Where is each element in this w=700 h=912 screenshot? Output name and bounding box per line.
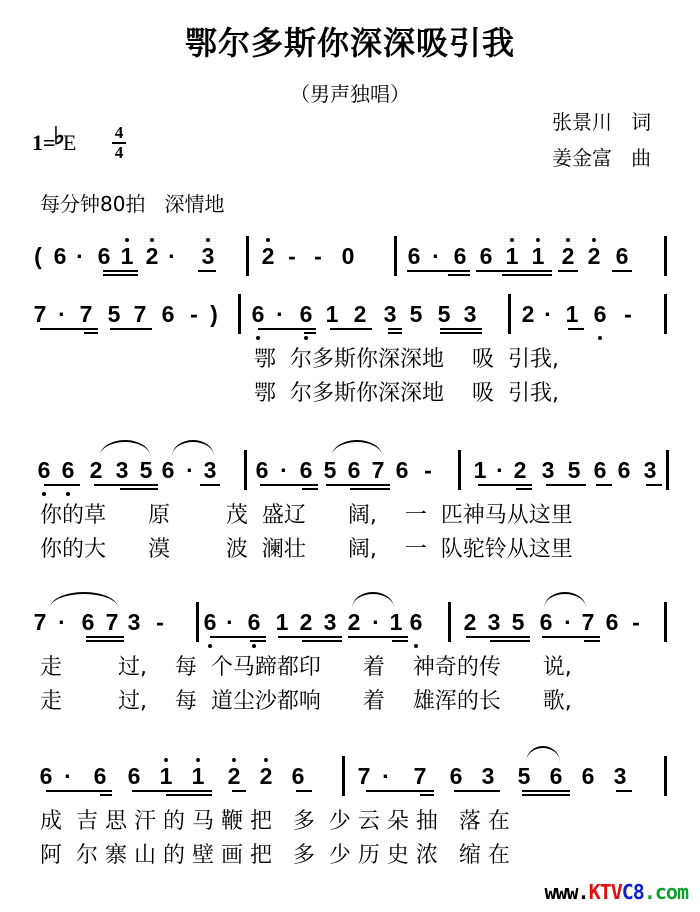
note: 7 (133, 301, 147, 327)
score-line (0, 456, 700, 562)
note: 3 (127, 609, 141, 635)
note: · (64, 763, 72, 789)
note: · (276, 301, 284, 327)
note: 6 (81, 609, 95, 635)
note: 1 (325, 301, 339, 327)
note: - (288, 243, 296, 269)
note: 1 (565, 301, 579, 327)
lyric-line: 阿 尔 寨 山 的 壁 画 把 多 少 历 史 浓 缩 在 (40, 843, 510, 868)
note: · (496, 457, 504, 483)
slur-arc (544, 592, 586, 608)
high-octave-dot (232, 758, 236, 762)
beam-underline (490, 640, 530, 642)
note: 6 (97, 243, 111, 269)
bar-line (196, 602, 199, 642)
note: 6 (453, 243, 467, 269)
beam-underline (132, 790, 212, 792)
high-octave-dot (196, 758, 200, 762)
beam-underline (448, 274, 470, 276)
beam-underline (166, 794, 212, 796)
bar-line (664, 294, 667, 334)
note: 6 (539, 609, 553, 635)
key-note: E (62, 130, 77, 155)
beam-underline (502, 274, 552, 276)
note: 5 (511, 609, 525, 635)
score-line (0, 608, 700, 714)
bar-line (448, 602, 451, 642)
note: · (280, 457, 288, 483)
bar-line (238, 294, 241, 334)
note: · (58, 301, 66, 327)
beam-underline (420, 794, 434, 796)
beam-underline (94, 484, 158, 486)
note: 6 (593, 457, 607, 483)
beam-underline (616, 790, 632, 792)
note: 6 (247, 609, 261, 635)
note: 6 (299, 457, 313, 483)
note: 1 (531, 243, 545, 269)
beam-underline (558, 270, 578, 272)
beam-underline (258, 328, 316, 330)
beam-underline (200, 484, 220, 486)
note: 6 (39, 763, 53, 789)
beam-underline (568, 328, 584, 330)
note: 6 (407, 243, 421, 269)
note: 2 (145, 243, 159, 269)
bar-line (508, 294, 511, 334)
time-bottom: 4 (114, 143, 124, 162)
note: 6 (449, 763, 463, 789)
note: 1 (191, 763, 205, 789)
beam-underline (584, 640, 600, 642)
note: 5 (409, 301, 423, 327)
beam-underline (86, 636, 124, 638)
beam-underline (646, 484, 662, 486)
note: · (76, 243, 84, 269)
beam-underline (542, 636, 600, 638)
note: 1 (275, 609, 289, 635)
note: 1 (473, 457, 487, 483)
bar-line (394, 236, 397, 276)
beam-underline (350, 488, 390, 490)
note: 6 (347, 457, 361, 483)
bar-line (666, 450, 669, 490)
low-octave-dot (414, 644, 418, 648)
high-octave-dot (150, 238, 154, 242)
lyric-line: 你的草 原 茂 盛辽 阔, 一 匹神马从这里 (40, 503, 573, 528)
note: 2 (261, 243, 275, 269)
note: 6 (615, 243, 629, 269)
beam-underline (516, 488, 532, 490)
watermark-ktv: KTV (588, 880, 622, 904)
note: · (544, 301, 552, 327)
note: - (156, 609, 164, 635)
flat-icon: ♭ (53, 124, 65, 150)
high-octave-dot (125, 238, 129, 242)
beam-underline (198, 270, 216, 272)
note: · (432, 243, 440, 269)
note: 3 (323, 609, 337, 635)
note: 6 (53, 243, 67, 269)
beam-underline (330, 328, 372, 330)
watermark (544, 880, 688, 904)
note: - (190, 301, 198, 327)
beam-underline (110, 328, 152, 330)
beam-underline (86, 640, 124, 642)
score-line (0, 242, 700, 282)
slur-arc (172, 440, 214, 456)
note: 6 (37, 457, 51, 483)
slur-arc (352, 592, 394, 608)
bar-line (342, 756, 345, 796)
low-octave-dot (256, 336, 260, 340)
note: 3 (383, 301, 397, 327)
note: 3 (541, 457, 555, 483)
note: · (382, 763, 390, 789)
note: 2 (513, 457, 527, 483)
beam-underline (476, 270, 552, 272)
note: ) (210, 301, 218, 327)
beam-underline (388, 332, 402, 334)
bar-line (246, 236, 249, 276)
note: 2 (227, 763, 241, 789)
beam-underline (392, 640, 408, 642)
beam-underline (250, 640, 266, 642)
note: 5 (517, 763, 531, 789)
note: · (226, 609, 234, 635)
beam-underline (304, 332, 316, 334)
low-octave-dot (208, 644, 212, 648)
high-octave-dot (264, 758, 268, 762)
bar-line (664, 236, 667, 276)
beam-underline (46, 790, 112, 792)
note: 6 (409, 609, 423, 635)
note: 2 (561, 243, 575, 269)
beam-underline (440, 328, 482, 330)
beam-underline (100, 794, 112, 796)
note: 2 (299, 609, 313, 635)
low-octave-dot (252, 644, 256, 648)
note: 6 (605, 609, 619, 635)
beam-underline (260, 484, 318, 486)
note: - (632, 609, 640, 635)
note: 7 (581, 609, 595, 635)
watermark-www: www. (544, 880, 589, 904)
beam-underline (210, 636, 266, 638)
note: 6 (479, 243, 493, 269)
note: 6 (395, 457, 409, 483)
note: 2 (521, 301, 535, 327)
beam-underline (278, 636, 342, 638)
note: 2 (259, 763, 273, 789)
lyric-line: 走 过, 每 道尘沙都响 着 雄浑的长 歌, (40, 689, 572, 714)
note: 6 (291, 763, 305, 789)
note: 1 (505, 243, 519, 269)
low-octave-dot (304, 336, 308, 340)
high-octave-dot (592, 238, 596, 242)
note: 5 (107, 301, 121, 327)
note: 1 (159, 763, 173, 789)
beam-underline (454, 790, 500, 792)
beam-underline (366, 790, 434, 792)
note: 3 (481, 763, 495, 789)
slur-arc (526, 746, 560, 762)
note: 2 (353, 301, 367, 327)
beam-underline (522, 790, 570, 792)
slur-arc (100, 440, 150, 456)
note: 0 (341, 243, 355, 269)
note: 5 (139, 457, 153, 483)
tempo-marking: 每分钟80拍 深情地 (40, 192, 225, 216)
beam-underline (546, 484, 586, 486)
key-prefix: 1= (32, 130, 56, 155)
note: 7 (79, 301, 93, 327)
note: 6 (93, 763, 107, 789)
lyric-line: 成 吉 思 汗 的 马 鞭 把 多 少 云 朵 抽 落 在 (40, 809, 510, 834)
note: 6 (161, 301, 175, 327)
note: 7 (105, 609, 119, 635)
note: 3 (487, 609, 501, 635)
note: 3 (203, 457, 217, 483)
score-line (0, 300, 700, 406)
lyricist-credit: 张景川 词 (552, 110, 652, 134)
note: 3 (201, 243, 215, 269)
beam-underline (103, 270, 138, 272)
beam-underline (296, 790, 312, 792)
lyric-line: 你的大 漠 波 澜壮 阔, 一 队驼铃从这里 (40, 537, 573, 562)
key-signature (32, 124, 77, 157)
note: - (424, 457, 432, 483)
beam-underline (612, 270, 632, 272)
song-title: 鄂尔多斯你深深吸引我 (184, 24, 515, 62)
note: ( (34, 243, 42, 269)
note: 6 (299, 301, 313, 327)
high-octave-dot (206, 238, 210, 242)
beam-underline (522, 794, 570, 796)
slur-arc (50, 592, 118, 608)
beam-underline (302, 488, 318, 490)
note: · (372, 609, 380, 635)
score-line (0, 762, 700, 868)
subtitle: （男声独唱） (290, 82, 410, 106)
note: · (564, 609, 572, 635)
bar-line (244, 450, 247, 490)
note: 7 (371, 457, 385, 483)
note: 2 (347, 609, 361, 635)
note: 6 (617, 457, 631, 483)
slur-arc (332, 440, 382, 456)
beam-underline (302, 640, 342, 642)
beam-underline (388, 328, 402, 330)
time-signature (112, 124, 126, 162)
beam-underline (348, 636, 408, 638)
beam-underline (103, 274, 138, 276)
beam-underline (120, 488, 158, 490)
composer-credit: 姜金富 曲 (552, 146, 652, 170)
note: 1 (389, 609, 403, 635)
time-top: 4 (114, 123, 124, 142)
high-octave-dot (510, 238, 514, 242)
watermark-c8: C8 (621, 880, 644, 904)
note: · (186, 457, 194, 483)
note: 3 (643, 457, 657, 483)
beam-underline (407, 270, 470, 272)
lyric-line: 鄂 尔多斯你深深地 吸 引我, (254, 347, 559, 372)
note: 6 (581, 763, 595, 789)
bar-line (664, 602, 667, 642)
note: 2 (89, 457, 103, 483)
high-octave-dot (266, 238, 270, 242)
note: 6 (549, 763, 563, 789)
low-octave-dot (42, 492, 46, 496)
bar-line (458, 450, 461, 490)
low-octave-dot (598, 336, 602, 340)
note: 6 (255, 457, 269, 483)
note: 7 (33, 301, 47, 327)
note: 7 (33, 609, 47, 635)
high-octave-dot (536, 238, 540, 242)
note: - (314, 243, 322, 269)
beam-underline (40, 328, 98, 330)
beam-underline (232, 790, 246, 792)
note: · (58, 609, 66, 635)
note: 6 (161, 457, 175, 483)
note: 3 (463, 301, 477, 327)
note: 5 (437, 301, 451, 327)
high-octave-dot (164, 758, 168, 762)
note: 7 (413, 763, 427, 789)
beam-underline (466, 636, 530, 638)
note: 2 (463, 609, 477, 635)
note: 2 (587, 243, 601, 269)
beam-underline (326, 484, 390, 486)
note: 6 (127, 763, 141, 789)
note: 6 (251, 301, 265, 327)
low-octave-dot (66, 492, 70, 496)
note: 5 (323, 457, 337, 483)
note: - (624, 301, 632, 327)
note: 6 (61, 457, 75, 483)
lyric-line: 走 过, 每 个马蹄都印 着 神奇的传 说, (40, 655, 572, 680)
watermark-com: .com (643, 880, 688, 904)
note: 3 (115, 457, 129, 483)
note: 1 (120, 243, 134, 269)
note: · (168, 243, 176, 269)
note: 5 (567, 457, 581, 483)
note: 6 (593, 301, 607, 327)
note: 3 (613, 763, 627, 789)
beam-underline (440, 332, 482, 334)
beam-underline (84, 332, 98, 334)
high-octave-dot (566, 238, 570, 242)
beam-underline (44, 484, 80, 486)
note: 7 (357, 763, 371, 789)
beam-underline (596, 484, 612, 486)
lyric-line: 鄂 尔多斯你深深地 吸 引我, (254, 381, 559, 406)
bar-line (664, 756, 667, 796)
beam-underline (478, 484, 532, 486)
note: 6 (203, 609, 217, 635)
